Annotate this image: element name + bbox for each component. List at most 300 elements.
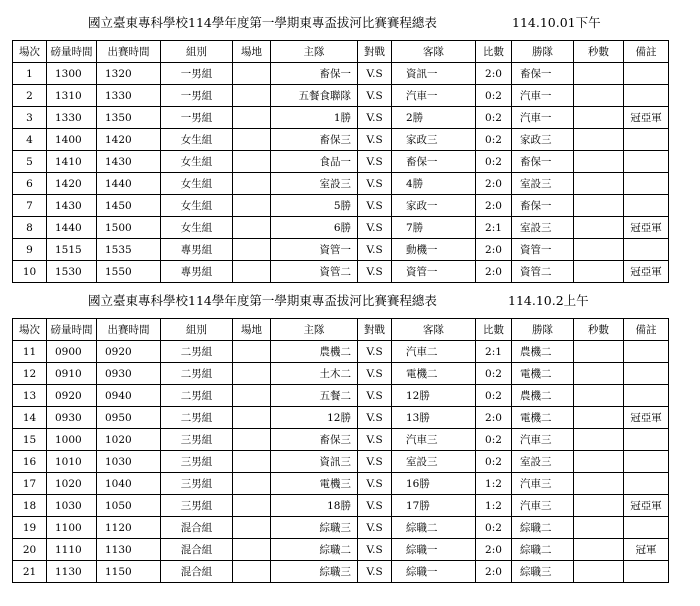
cell-venue [233, 85, 271, 107]
cell-versus: V.S [358, 261, 392, 283]
table-row [13, 173, 669, 195]
cell-venue [233, 451, 271, 473]
cell-winner: 畜保一 [512, 195, 574, 217]
cell-away-team: 4勝 [392, 173, 476, 195]
cell-score: 0:2 [476, 107, 512, 129]
cell-match-no: 14 [13, 407, 47, 429]
cell-seconds [574, 451, 624, 473]
cell-seconds [574, 129, 624, 151]
sheet-title-text: 國立臺東專科學校114學年度第一學期東專盃拔河比賽賽程總表 [88, 15, 437, 30]
cell-score: 2:0 [476, 63, 512, 85]
cell-winner: 電機二 [512, 407, 574, 429]
cell-remarks [624, 429, 669, 451]
cell-venue [233, 239, 271, 261]
cell-away-team: 動機一 [392, 239, 476, 261]
col-header-away-team: 客隊 [392, 41, 476, 63]
cell-weigh-in-time: 0920 [47, 385, 97, 407]
col-header-versus: 對戰 [358, 319, 392, 341]
cell-versus: V.S [358, 195, 392, 217]
cell-versus: V.S [358, 561, 392, 583]
cell-division: 女生組 [161, 195, 233, 217]
cell-division: 一男組 [161, 107, 233, 129]
cell-match-time: 1350 [97, 107, 161, 129]
cell-division: 一男組 [161, 85, 233, 107]
cell-seconds [574, 495, 624, 517]
col-header-winner: 勝隊 [512, 319, 574, 341]
cell-division: 一男組 [161, 63, 233, 85]
cell-versus: V.S [358, 495, 392, 517]
cell-match-time: 1550 [97, 261, 161, 283]
cell-match-time: 1430 [97, 151, 161, 173]
cell-home-team: 室設三 [271, 173, 358, 195]
cell-winner: 畜保一 [512, 63, 574, 85]
cell-division: 女生組 [161, 129, 233, 151]
col-header-match-no: 場次 [13, 319, 47, 341]
cell-match-time: 0950 [97, 407, 161, 429]
table-row [13, 217, 669, 239]
cell-remarks: 冠軍 [624, 539, 669, 561]
cell-home-team: 食品一 [271, 151, 358, 173]
schedule-table-2 [12, 318, 669, 583]
cell-weigh-in-time: 1410 [47, 151, 97, 173]
cell-division: 三男組 [161, 495, 233, 517]
cell-home-team: 資管二 [271, 261, 358, 283]
cell-venue [233, 217, 271, 239]
table-row [13, 495, 669, 517]
cell-division: 專男組 [161, 239, 233, 261]
schedule-table-1 [12, 40, 669, 283]
cell-match-no: 6 [13, 173, 47, 195]
cell-weigh-in-time: 1300 [47, 63, 97, 85]
cell-winner: 汽車一 [512, 85, 574, 107]
cell-winner: 畜保一 [512, 151, 574, 173]
cell-home-team: 1勝 [271, 107, 358, 129]
cell-seconds [574, 561, 624, 583]
cell-venue [233, 495, 271, 517]
cell-weigh-in-time: 1110 [47, 539, 97, 561]
cell-venue [233, 539, 271, 561]
cell-remarks [624, 173, 669, 195]
sheet-date: 114.10.2上午 [508, 293, 589, 308]
col-header-weigh-in-time: 磅量時間 [47, 319, 97, 341]
cell-away-team: 家政三 [392, 129, 476, 151]
cell-away-team: 汽車三 [392, 429, 476, 451]
cell-home-team: 資訊三 [271, 451, 358, 473]
cell-versus: V.S [358, 63, 392, 85]
cell-remarks [624, 129, 669, 151]
cell-away-team: 電機二 [392, 363, 476, 385]
cell-versus: V.S [358, 473, 392, 495]
cell-score: 0:2 [476, 429, 512, 451]
cell-score: 2:0 [476, 173, 512, 195]
cell-match-time: 0930 [97, 363, 161, 385]
col-header-score: 比數 [476, 41, 512, 63]
cell-score: 2:0 [476, 407, 512, 429]
cell-versus: V.S [358, 385, 392, 407]
cell-division: 三男組 [161, 451, 233, 473]
cell-seconds [574, 363, 624, 385]
cell-venue [233, 473, 271, 495]
cell-division: 女生組 [161, 173, 233, 195]
cell-match-no: 11 [13, 341, 47, 363]
cell-score: 0:2 [476, 363, 512, 385]
cell-home-team: 五餐食聯隊 [271, 85, 358, 107]
cell-home-team: 畜保三 [271, 429, 358, 451]
sheet-date: 114.10.01下午 [512, 15, 601, 30]
cell-seconds [574, 195, 624, 217]
cell-winner: 綜職三 [512, 561, 574, 583]
cell-seconds [574, 385, 624, 407]
table-row [13, 85, 669, 107]
cell-score: 2:0 [476, 261, 512, 283]
cell-match-no: 7 [13, 195, 47, 217]
sheet-title-text: 國立臺東專科學校114學年度第一學期東專盃拔河比賽賽程總表 [88, 293, 437, 308]
cell-venue [233, 517, 271, 539]
cell-away-team: 家政一 [392, 195, 476, 217]
cell-venue [233, 261, 271, 283]
cell-seconds [574, 173, 624, 195]
cell-winner: 室設三 [512, 173, 574, 195]
cell-away-team: 16勝 [392, 473, 476, 495]
table-row [13, 407, 669, 429]
cell-remarks [624, 561, 669, 583]
table-row [13, 429, 669, 451]
table-row [13, 473, 669, 495]
cell-home-team: 5勝 [271, 195, 358, 217]
cell-weigh-in-time: 1030 [47, 495, 97, 517]
cell-match-no: 9 [13, 239, 47, 261]
cell-score: 0:2 [476, 85, 512, 107]
cell-score: 2:1 [476, 341, 512, 363]
col-header-home-team: 主隊 [271, 319, 358, 341]
cell-seconds [574, 107, 624, 129]
cell-match-no: 5 [13, 151, 47, 173]
cell-remarks [624, 385, 669, 407]
cell-match-no: 8 [13, 217, 47, 239]
cell-weigh-in-time: 1440 [47, 217, 97, 239]
col-header-away-team: 客隊 [392, 319, 476, 341]
cell-division: 專男組 [161, 261, 233, 283]
cell-score: 0:2 [476, 129, 512, 151]
cell-venue [233, 129, 271, 151]
cell-remarks [624, 341, 669, 363]
cell-match-no: 10 [13, 261, 47, 283]
cell-match-time: 1440 [97, 173, 161, 195]
cell-home-team: 資管一 [271, 239, 358, 261]
cell-weigh-in-time: 1515 [47, 239, 97, 261]
cell-score: 0:2 [476, 517, 512, 539]
cell-versus: V.S [358, 539, 392, 561]
cell-match-time: 1020 [97, 429, 161, 451]
cell-match-time: 1420 [97, 129, 161, 151]
cell-remarks [624, 363, 669, 385]
col-header-seconds: 秒數 [574, 41, 624, 63]
cell-division: 二男組 [161, 407, 233, 429]
cell-away-team: 汽車二 [392, 341, 476, 363]
cell-division: 混合組 [161, 561, 233, 583]
cell-weigh-in-time: 1530 [47, 261, 97, 283]
col-header-division: 組別 [161, 41, 233, 63]
cell-seconds [574, 473, 624, 495]
cell-winner: 農機二 [512, 341, 574, 363]
cell-versus: V.S [358, 107, 392, 129]
cell-match-no: 20 [13, 539, 47, 561]
cell-division: 混合組 [161, 517, 233, 539]
cell-away-team: 12勝 [392, 385, 476, 407]
cell-away-team: 綜職二 [392, 517, 476, 539]
cell-weigh-in-time: 1100 [47, 517, 97, 539]
cell-score: 0:2 [476, 451, 512, 473]
cell-winner: 綜職二 [512, 517, 574, 539]
cell-venue [233, 151, 271, 173]
cell-venue [233, 63, 271, 85]
cell-winner: 資管二 [512, 261, 574, 283]
cell-division: 三男組 [161, 473, 233, 495]
cell-match-time: 1150 [97, 561, 161, 583]
cell-versus: V.S [358, 363, 392, 385]
col-header-match-time: 出賽時間 [97, 319, 161, 341]
col-header-weigh-in-time: 磅量時間 [47, 41, 97, 63]
cell-division: 二男組 [161, 385, 233, 407]
header-row [13, 319, 669, 341]
cell-score: 0:2 [476, 151, 512, 173]
cell-match-no: 13 [13, 385, 47, 407]
cell-versus: V.S [358, 85, 392, 107]
cell-seconds [574, 63, 624, 85]
cell-seconds [574, 539, 624, 561]
cell-seconds [574, 407, 624, 429]
cell-winner: 綜職二 [512, 539, 574, 561]
cell-venue [233, 561, 271, 583]
col-header-venue: 場地 [233, 319, 271, 341]
table-row [13, 341, 669, 363]
cell-winner: 室設三 [512, 217, 574, 239]
table-row [13, 195, 669, 217]
cell-score: 1:2 [476, 473, 512, 495]
cell-winner: 汽車三 [512, 495, 574, 517]
cell-weigh-in-time: 1420 [47, 173, 97, 195]
cell-away-team: 2勝 [392, 107, 476, 129]
table-row [13, 539, 669, 561]
cell-home-team: 18勝 [271, 495, 358, 517]
cell-home-team: 12勝 [271, 407, 358, 429]
cell-venue [233, 385, 271, 407]
cell-away-team: 綜職一 [392, 561, 476, 583]
col-header-remarks: 備註 [624, 319, 669, 341]
cell-division: 二男組 [161, 363, 233, 385]
cell-home-team: 畜保一 [271, 63, 358, 85]
table-row [13, 385, 669, 407]
cell-away-team: 17勝 [392, 495, 476, 517]
cell-match-no: 16 [13, 451, 47, 473]
col-header-home-team: 主隊 [271, 41, 358, 63]
cell-versus: V.S [358, 451, 392, 473]
cell-match-no: 2 [13, 85, 47, 107]
cell-home-team: 電機三 [271, 473, 358, 495]
table-row [13, 239, 669, 261]
cell-away-team: 資管一 [392, 261, 476, 283]
col-header-division: 組別 [161, 319, 233, 341]
header-row [13, 41, 669, 63]
table-row [13, 151, 669, 173]
cell-winner: 資管一 [512, 239, 574, 261]
cell-away-team: 資訊一 [392, 63, 476, 85]
table-row [13, 261, 669, 283]
cell-seconds [574, 85, 624, 107]
cell-match-no: 4 [13, 129, 47, 151]
cell-match-time: 0940 [97, 385, 161, 407]
cell-seconds [574, 341, 624, 363]
cell-weigh-in-time: 1000 [47, 429, 97, 451]
cell-match-time: 1050 [97, 495, 161, 517]
cell-remarks: 冠亞軍 [624, 261, 669, 283]
cell-match-time: 1320 [97, 63, 161, 85]
cell-weigh-in-time: 0900 [47, 341, 97, 363]
cell-home-team: 土木二 [271, 363, 358, 385]
cell-seconds [574, 517, 624, 539]
cell-versus: V.S [358, 151, 392, 173]
col-header-seconds: 秒數 [574, 319, 624, 341]
cell-venue [233, 363, 271, 385]
cell-match-time: 1330 [97, 85, 161, 107]
cell-versus: V.S [358, 341, 392, 363]
schedule-title-2 [0, 291, 700, 311]
cell-seconds [574, 239, 624, 261]
table-row [13, 517, 669, 539]
cell-away-team: 7勝 [392, 217, 476, 239]
cell-seconds [574, 261, 624, 283]
cell-score: 2:0 [476, 195, 512, 217]
cell-remarks [624, 451, 669, 473]
cell-remarks [624, 239, 669, 261]
cell-weigh-in-time: 1400 [47, 129, 97, 151]
cell-winner: 汽車一 [512, 107, 574, 129]
cell-match-time: 1040 [97, 473, 161, 495]
cell-venue [233, 107, 271, 129]
cell-remarks [624, 195, 669, 217]
table-row [13, 107, 669, 129]
cell-remarks: 冠亞軍 [624, 407, 669, 429]
cell-remarks [624, 151, 669, 173]
cell-winner: 室設三 [512, 451, 574, 473]
col-header-remarks: 備註 [624, 41, 669, 63]
cell-match-no: 12 [13, 363, 47, 385]
cell-remarks: 冠亞軍 [624, 107, 669, 129]
cell-match-no: 19 [13, 517, 47, 539]
cell-weigh-in-time: 1130 [47, 561, 97, 583]
table-row [13, 363, 669, 385]
cell-versus: V.S [358, 517, 392, 539]
cell-score: 2:1 [476, 217, 512, 239]
cell-versus: V.S [358, 217, 392, 239]
cell-remarks [624, 473, 669, 495]
cell-division: 女生組 [161, 217, 233, 239]
cell-venue [233, 407, 271, 429]
cell-versus: V.S [358, 239, 392, 261]
cell-seconds [574, 217, 624, 239]
cell-away-team: 畜保一 [392, 151, 476, 173]
cell-winner: 家政三 [512, 129, 574, 151]
cell-match-no: 17 [13, 473, 47, 495]
cell-away-team: 13勝 [392, 407, 476, 429]
cell-versus: V.S [358, 429, 392, 451]
cell-weigh-in-time: 1010 [47, 451, 97, 473]
table-row [13, 451, 669, 473]
cell-match-time: 1130 [97, 539, 161, 561]
cell-match-no: 18 [13, 495, 47, 517]
col-header-score: 比數 [476, 319, 512, 341]
cell-match-no: 1 [13, 63, 47, 85]
schedule-title-1 [0, 13, 700, 33]
cell-venue [233, 341, 271, 363]
cell-winner: 汽車三 [512, 429, 574, 451]
cell-away-team: 綜職一 [392, 539, 476, 561]
cell-weigh-in-time: 0930 [47, 407, 97, 429]
cell-seconds [574, 429, 624, 451]
cell-seconds [574, 151, 624, 173]
col-header-versus: 對戰 [358, 41, 392, 63]
cell-match-time: 1535 [97, 239, 161, 261]
cell-remarks [624, 63, 669, 85]
cell-versus: V.S [358, 407, 392, 429]
cell-venue [233, 195, 271, 217]
cell-winner: 電機二 [512, 363, 574, 385]
cell-away-team: 汽車一 [392, 85, 476, 107]
cell-division: 三男組 [161, 429, 233, 451]
cell-division: 二男組 [161, 341, 233, 363]
cell-winner: 汽車三 [512, 473, 574, 495]
col-header-venue: 場地 [233, 41, 271, 63]
cell-match-no: 15 [13, 429, 47, 451]
cell-weigh-in-time: 1430 [47, 195, 97, 217]
cell-score: 2:0 [476, 539, 512, 561]
cell-score: 2:0 [476, 239, 512, 261]
cell-venue [233, 429, 271, 451]
cell-score: 1:2 [476, 495, 512, 517]
table-row [13, 63, 669, 85]
cell-weigh-in-time: 1310 [47, 85, 97, 107]
cell-division: 女生組 [161, 151, 233, 173]
cell-venue [233, 173, 271, 195]
cell-weigh-in-time: 1330 [47, 107, 97, 129]
cell-match-time: 1120 [97, 517, 161, 539]
cell-home-team: 農機二 [271, 341, 358, 363]
cell-weigh-in-time: 1020 [47, 473, 97, 495]
cell-weigh-in-time: 0910 [47, 363, 97, 385]
cell-score: 2:0 [476, 561, 512, 583]
cell-home-team: 畜保三 [271, 129, 358, 151]
cell-versus: V.S [358, 173, 392, 195]
col-header-match-time: 出賽時間 [97, 41, 161, 63]
cell-division: 混合組 [161, 539, 233, 561]
cell-remarks [624, 85, 669, 107]
cell-home-team: 6勝 [271, 217, 358, 239]
col-header-winner: 勝隊 [512, 41, 574, 63]
cell-winner: 農機二 [512, 385, 574, 407]
cell-home-team: 綜職三 [271, 517, 358, 539]
table-row [13, 561, 669, 583]
cell-home-team: 綜職三 [271, 561, 358, 583]
cell-match-no: 3 [13, 107, 47, 129]
cell-remarks [624, 517, 669, 539]
table-row [13, 129, 669, 151]
cell-match-no: 21 [13, 561, 47, 583]
cell-versus: V.S [358, 129, 392, 151]
cell-remarks: 冠亞軍 [624, 495, 669, 517]
cell-match-time: 0920 [97, 341, 161, 363]
cell-match-time: 1500 [97, 217, 161, 239]
col-header-match-no: 場次 [13, 41, 47, 63]
